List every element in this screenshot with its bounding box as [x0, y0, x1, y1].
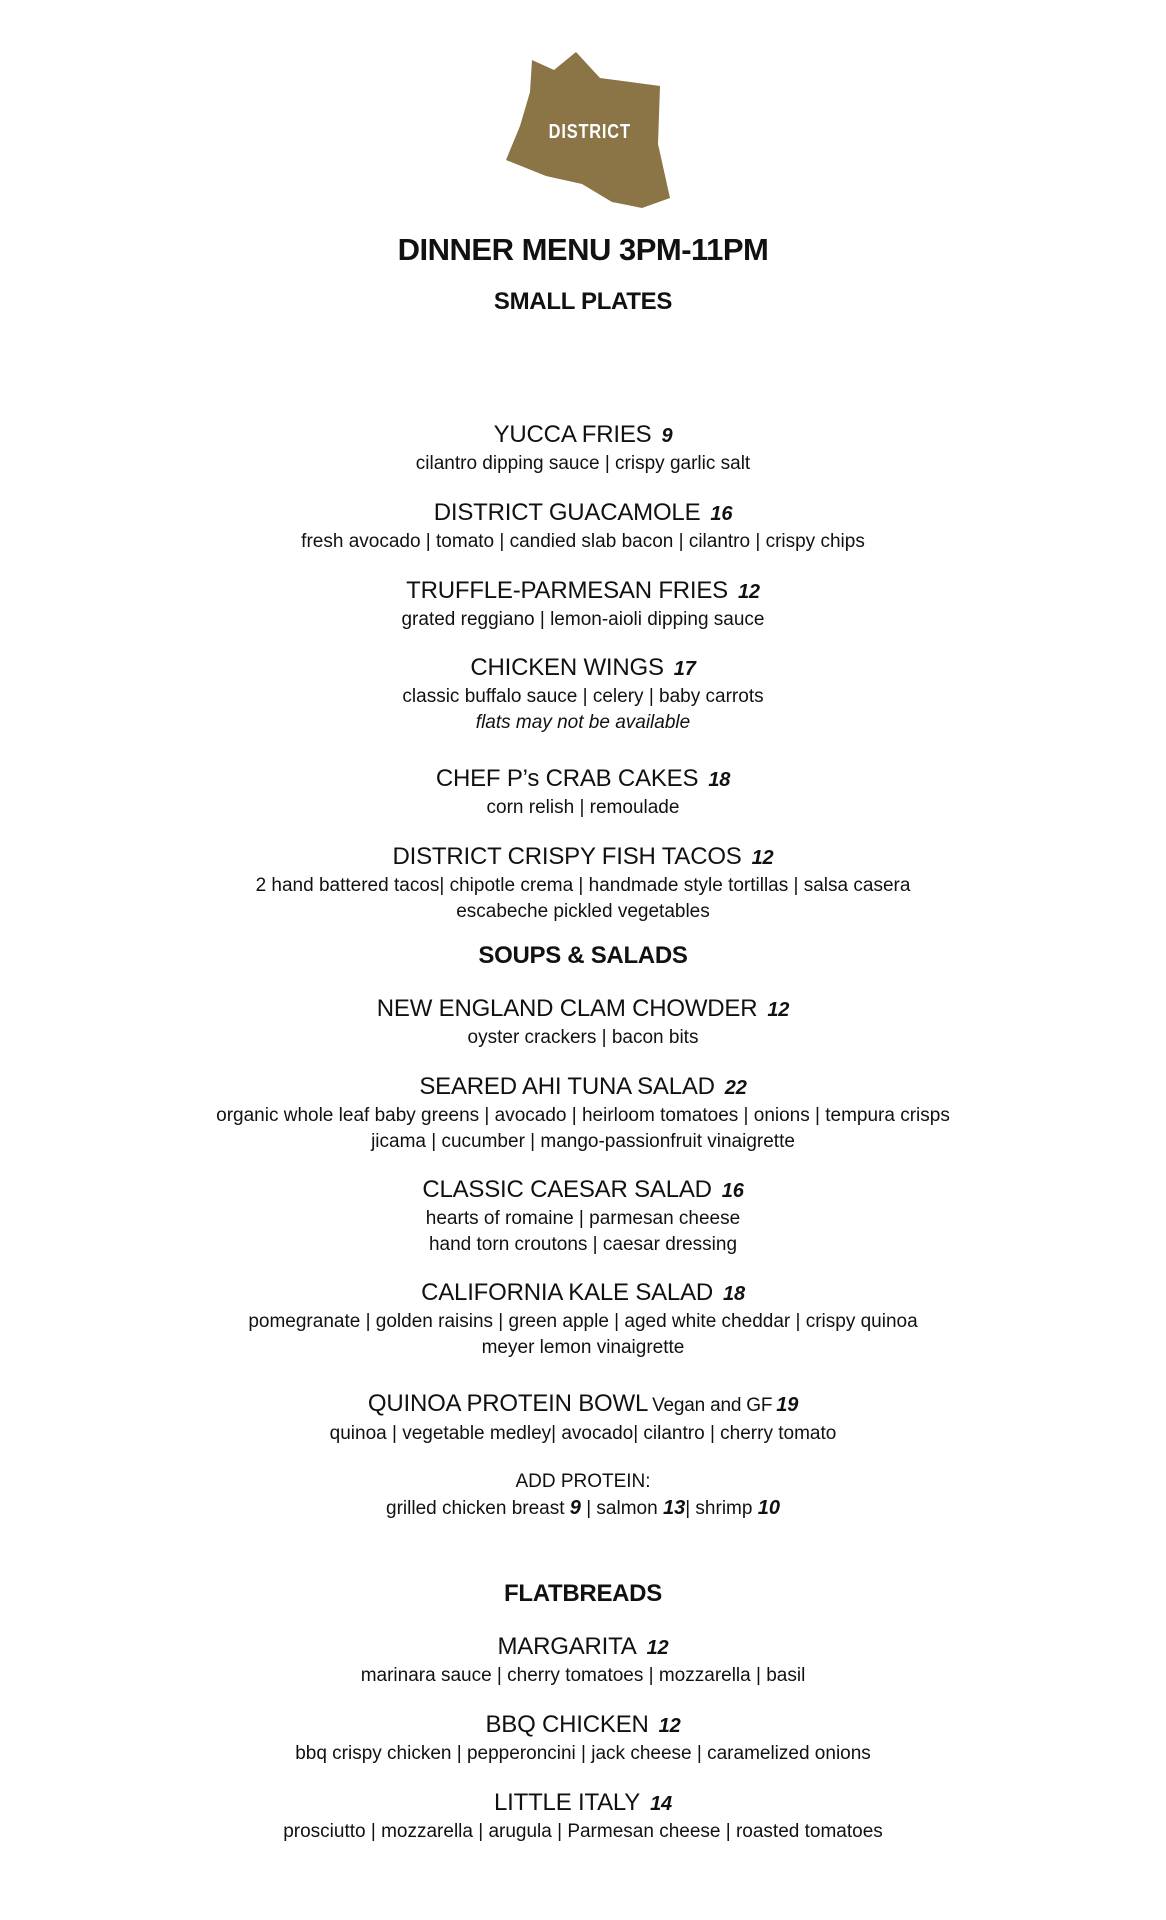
item-price: 12	[767, 999, 790, 1021]
item-name: DISTRICT GUACAMOLE	[433, 499, 701, 526]
item-description: bbq crispy chicken | pepperoncini | jack cheese | caramelized onions	[295, 1743, 871, 1764]
item-description: quinoa | vegetable medley| avocado| cilantro | cherry tomato	[329, 1423, 837, 1444]
protein-shrimp-price: 10	[757, 1497, 780, 1519]
menu-item	[0, 764, 1166, 821]
item-price: 12	[646, 1637, 669, 1659]
menu-item	[0, 1389, 1166, 1447]
menu-item	[0, 576, 1166, 633]
item-name: DISTRICT CRISPY FISH TACOS	[392, 843, 742, 870]
item-price: 14	[650, 1793, 672, 1815]
item-price: 17	[673, 658, 696, 680]
section-title-soups-salads: SOUPS & SALADS	[478, 942, 688, 969]
item-name: TRUFFLE-PARMESAN FRIES	[406, 577, 728, 604]
item-price: 12	[738, 581, 760, 603]
item-description: jicama | cucumber | mango-passionfruit vinaigrette	[371, 1131, 795, 1152]
item-description: hand torn croutons | caesar dressing	[428, 1234, 738, 1255]
item-price: 16	[710, 503, 733, 525]
add-protein-options: grilled chicken breast 9 | salmon 13| shrimp 10	[386, 1497, 780, 1519]
add-protein	[0, 1469, 1166, 1522]
item-price: 22	[724, 1077, 747, 1099]
item-description: fresh avocado | tomato | candied slab bacon | cilantro | crispy chips	[301, 531, 865, 552]
item-description: hearts of romaine | parmesan cheese	[425, 1208, 741, 1229]
item-name: LITTLE ITALY	[494, 1789, 641, 1816]
menu-item	[0, 1072, 1166, 1155]
item-price: 9	[661, 425, 673, 447]
menu-item	[0, 1278, 1166, 1361]
add-protein-label: ADD PROTEIN:	[515, 1471, 651, 1492]
item-name: YUCCA FRIES	[493, 421, 652, 448]
item-price: 12	[658, 1715, 681, 1737]
item-price: 16	[721, 1180, 744, 1202]
item-description: grated reggiano | lemon-aioli dipping sauce	[401, 609, 765, 630]
item-note: flats may not be available	[475, 712, 691, 733]
district-logo-icon	[502, 48, 670, 214]
item-price: 18	[708, 769, 731, 791]
menu-item	[0, 420, 1166, 477]
item-name: CLASSIC CAESAR SALAD	[422, 1176, 712, 1203]
menu-item	[0, 498, 1166, 555]
item-name: CALIFORNIA KALE SALAD	[421, 1279, 714, 1306]
item-price: 19	[776, 1394, 799, 1416]
item-name: NEW ENGLAND CLAM CHOWDER	[376, 995, 758, 1022]
menu-item	[0, 842, 1166, 925]
protein-salmon: salmon	[596, 1498, 658, 1519]
item-tag: Vegan and GF	[652, 1395, 773, 1416]
item-name: MARGARITA	[497, 1633, 637, 1660]
protein-salmon-price: 13	[662, 1497, 686, 1519]
menu-item	[0, 653, 1166, 736]
item-description: meyer lemon vinaigrette	[481, 1337, 685, 1358]
item-description: marinara sauce | cherry tomatoes | mozzarella | basil	[360, 1665, 806, 1686]
item-price: 18	[723, 1283, 745, 1305]
item-description: oyster crackers | bacon bits	[467, 1027, 699, 1048]
protein-chicken-price: 9	[569, 1497, 581, 1519]
item-description: escabeche pickled vegetables	[456, 901, 710, 922]
menu-item	[0, 1710, 1166, 1767]
item-description: classic buffalo sauce | celery | baby carrots	[402, 686, 764, 707]
item-name: SEARED AHI TUNA SALAD	[419, 1073, 715, 1100]
item-description: prosciutto | mozzarella | arugula | Parmesan cheese | roasted tomatoes	[283, 1821, 883, 1842]
protein-chicken: grilled chicken breast	[386, 1498, 565, 1519]
page-title: DINNER MENU 3PM-11PM	[397, 232, 769, 267]
section-title-flatbreads: FLATBREADS	[504, 1580, 662, 1607]
menu-item	[0, 1175, 1166, 1258]
item-description: cilantro dipping sauce | crispy garlic salt	[415, 453, 751, 474]
item-price: 12	[751, 847, 774, 869]
item-description: pomegranate | golden raisins | green apple | aged white cheddar | crispy quinoa	[248, 1311, 918, 1332]
item-name: CHEF P’s CRAB CAKES	[435, 765, 699, 792]
protein-shrimp: shrimp	[695, 1498, 753, 1519]
item-description: 2 hand battered tacos| chipotle crema | handmade style tortillas | salsa casera	[255, 875, 911, 896]
section-title-small-plates: SMALL PLATES	[493, 288, 673, 315]
item-name: BBQ CHICKEN	[485, 1711, 649, 1738]
item-name: CHICKEN WINGS	[470, 654, 664, 681]
item-description: corn relish | remoulade	[486, 797, 680, 818]
item-name: QUINOA PROTEIN BOWL	[367, 1390, 649, 1417]
logo-text: DISTRICT	[548, 119, 631, 143]
menu-item	[0, 1788, 1166, 1845]
item-description: organic whole leaf baby greens | avocado | heirloom tomatoes | onions | tempura crisps	[216, 1105, 950, 1126]
menu-item	[0, 994, 1166, 1051]
menu-item	[0, 1632, 1166, 1689]
